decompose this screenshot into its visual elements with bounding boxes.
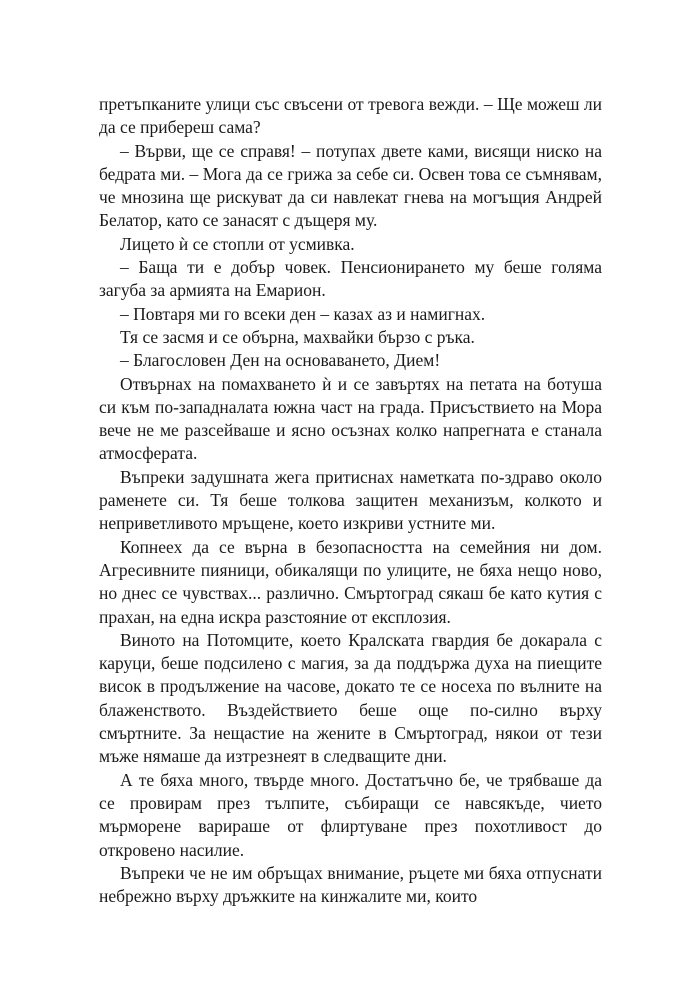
paragraph-2: – Върви, ще се справя! – потупах двете ками, висящи ниско на бедрата ми. – Мога да се грижа за себе си. Освен това се съмнявам, че мнозина ще рискуват да си навлекат гнева на могъщия Андрей Белатор, като се занасят с дъщеря му. xyxy=(99,140,602,231)
paragraph-10: Копнеех да се върна в безопасността на семейния ни дом. Агресивните пияници, обикалящи по улиците, не бяха нещо ново, но днес се чувствах... различно. Смъртоград сякаш бе като кутия с прахан, на една искра разстояние от експлозия. xyxy=(99,536,602,627)
paragraph-12: А те бяха много, твърде много. Достатъчно бе, че трябваше да се провирам през тълпите, събиращи се навсякъде, чието мърморене варираше от флиртуване през похотливост до откровено насилие. xyxy=(99,769,602,860)
paragraph-1: претъпканите улици със свъсени от тревога вежди. – Ще можеш ли да се прибереш сама? xyxy=(99,94,602,138)
paragraph-9: Въпреки задушната жега притиснах наметката по-здраво около раменете си. Тя беше толкова защитен механизъм, колкото и неприветливото мръщене, което изкриви устните ми. xyxy=(99,466,602,534)
paragraph-11: Виното на Потомците, което Кралската гвардия бе докарала с каруци, беше подсилено с магия, за да поддържа духа на пиещите висок в продължение на часове, докато те се носеха по вълните на блаженството. Въздействието беше още по-силно върху смъртните. За нещастие на жените в Смъртоград, някои от тези мъже нямаше да изтрезнеят в следващите дни. xyxy=(99,629,602,767)
paragraph-7: – Благословен Ден на основаването, Дием! xyxy=(120,350,441,371)
paragraph-4: – Баща ти е добър човек. Пенсионирането му беше голяма загуба за армията на Емарион. xyxy=(99,257,602,301)
book-page-text xyxy=(99,93,602,908)
paragraph-13: Въпреки че не им обръщах внимание, ръцете ми бяха отпуснати небрежно върху дръжките на кинжалите ми, които xyxy=(99,862,602,907)
paragraph-6: Тя се засмя и се обърна, махвайки бързо с ръка. xyxy=(120,326,475,347)
paragraph-5: – Повтаря ми го всеки ден – казах аз и намигнах. xyxy=(120,303,486,324)
paragraph-8: Отвърнах на помахването ѝ и се завъртях на петата на ботуша си към по-западналата южна част на града. Присъствието на Мора вече не ме разсейваше и ясно осъзнах колко напрегната е станала атмосферата. xyxy=(99,373,602,464)
paragraph-3: Лицето ѝ се стопли от усмивка. xyxy=(120,233,355,254)
